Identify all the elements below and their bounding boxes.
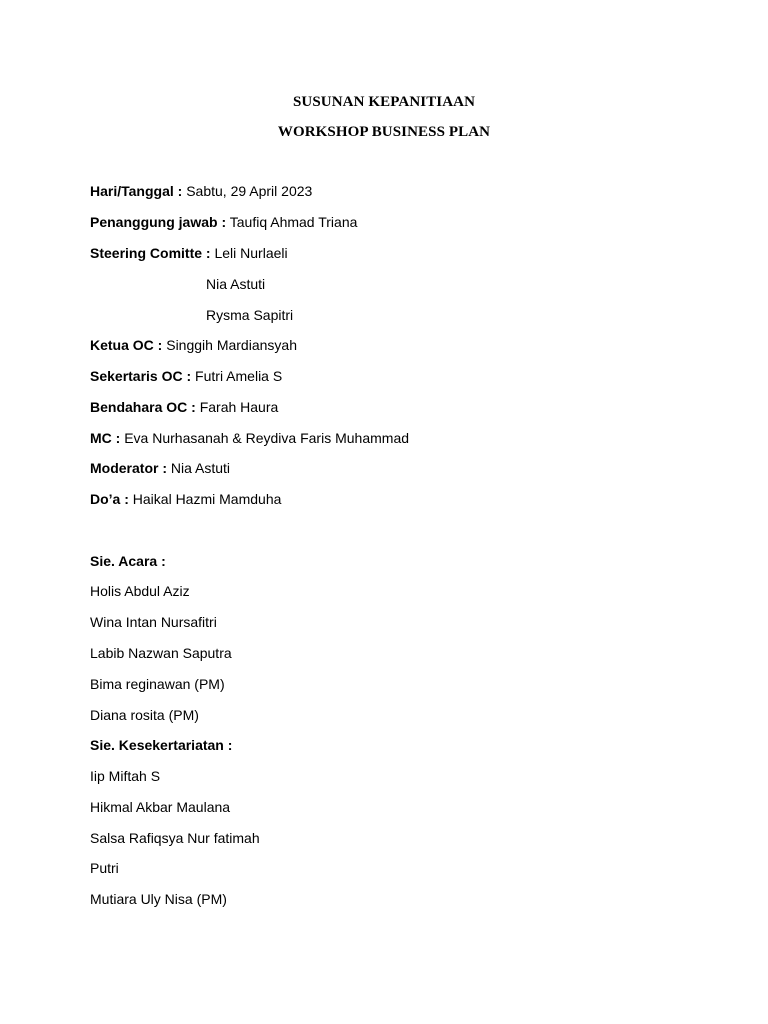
field-value: Singgih Mardiansyah bbox=[162, 337, 297, 353]
section-heading-sie-acara: Sie. Acara : bbox=[90, 553, 166, 569]
field-value: Nia Astuti bbox=[206, 276, 266, 292]
list-item: Salsa Rafiqsya Nur fatimah bbox=[90, 830, 260, 846]
field-steering-comitte-member bbox=[206, 275, 265, 293]
field-value: Taufiq Ahmad Triana bbox=[226, 214, 358, 230]
list-item: Diana rosita (PM) bbox=[90, 707, 199, 723]
field-value: Nia Astuti bbox=[167, 460, 231, 476]
document-subtitle: WORKSHOP BUSINESS PLAN bbox=[277, 124, 491, 140]
field-value: Sabtu, 29 April 2023 bbox=[182, 183, 313, 199]
field-doa bbox=[90, 490, 281, 508]
list-item: Putri bbox=[90, 860, 119, 876]
list-item: Mutiara Uly Nisa (PM) bbox=[90, 891, 227, 907]
field-label: Steering Comitte : bbox=[90, 245, 211, 261]
field-value: Rysma Sapitri bbox=[206, 307, 294, 323]
field-penanggung-jawab bbox=[90, 213, 357, 231]
field-steering-comitte bbox=[90, 244, 288, 262]
field-sekertaris-oc bbox=[90, 367, 282, 385]
field-value: Leli Nurlaeli bbox=[210, 245, 288, 261]
field-label: Sekertaris OC : bbox=[90, 368, 192, 384]
field-label: Do’a : bbox=[90, 491, 129, 507]
field-hari-tanggal bbox=[90, 182, 312, 200]
list-item: Hikmal Akbar Maulana bbox=[90, 799, 231, 815]
field-label: Ketua OC : bbox=[90, 337, 163, 353]
field-value: Eva Nurhasanah & Reydiva Faris Muhammad bbox=[120, 430, 410, 446]
field-label: Bendahara OC : bbox=[90, 399, 196, 415]
list-item: Iip Miftah S bbox=[90, 768, 161, 784]
field-bendahara-oc bbox=[90, 398, 278, 416]
section-heading-sie-kesekertariatan: Sie. Kesekertariatan : bbox=[90, 737, 233, 753]
field-moderator bbox=[90, 459, 230, 477]
field-value: Futri Amelia S bbox=[191, 368, 283, 384]
list-item: Labib Nazwan Saputra bbox=[90, 645, 232, 661]
field-label: Penanggung jawab : bbox=[90, 214, 227, 230]
field-mc bbox=[90, 429, 409, 447]
document-title: SUSUNAN KEPANITIAAN bbox=[292, 94, 476, 110]
list-item: Bima reginawan (PM) bbox=[90, 676, 225, 692]
field-ketua-oc bbox=[90, 336, 297, 354]
field-value: Farah Haura bbox=[195, 399, 279, 415]
field-value: Haikal Hazmi Mamduha bbox=[128, 491, 282, 507]
field-steering-comitte-member bbox=[206, 306, 293, 324]
field-label: Moderator : bbox=[90, 460, 167, 476]
list-item: Wina Intan Nursafitri bbox=[90, 614, 217, 630]
list-item: Holis Abdul Aziz bbox=[90, 583, 190, 599]
field-label: Hari/Tanggal : bbox=[90, 183, 183, 199]
field-label: MC : bbox=[90, 430, 121, 446]
